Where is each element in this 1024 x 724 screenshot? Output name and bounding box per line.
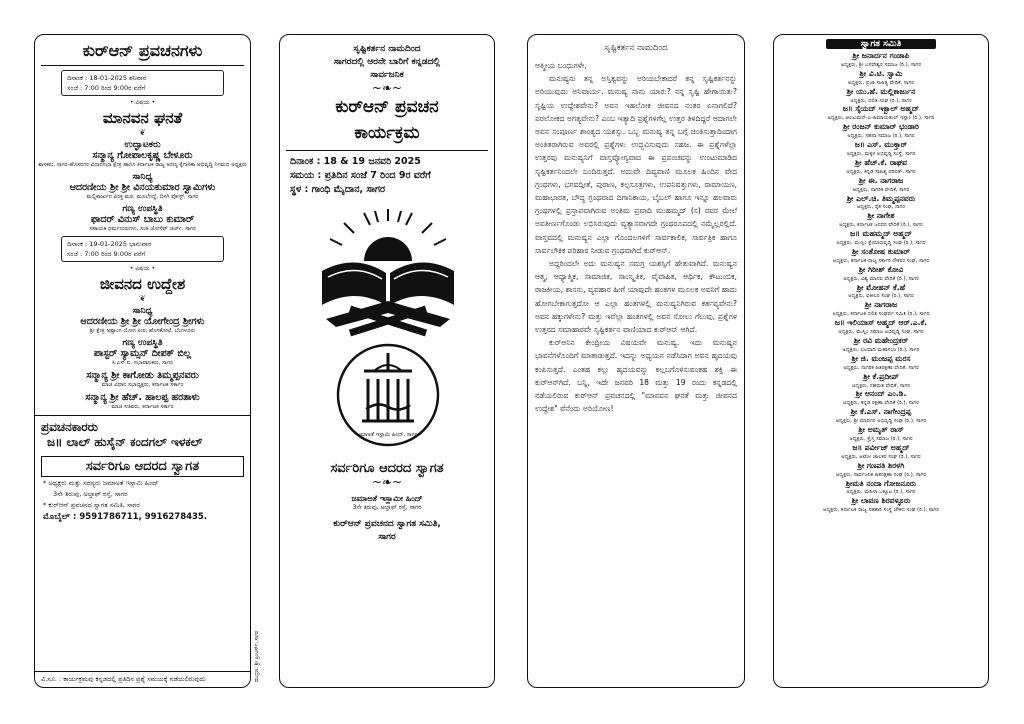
main-title: ಕುರ್‌ಆನ್ ಪ್ರವಚನ xyxy=(335,97,439,117)
member-role: ಅಧ್ಯಕ್ಷರು, ಕರ್ನಾಟಕ ದಲಿತ ಸಂಘರ್ಷ ಸಮಿತಿ (ರಿ.), ಸಾಗರ xyxy=(832,311,930,318)
member-role: ಅಧ್ಯಕ್ಷರು, ಕರ್ನಾಟಕ ರಾಜ್ಯ ಸಹಕಾರಿ ಸಂಸ್ಥೆ ಚೌಕದ ಸಂಘ (ರಿ.), ಸಾಗರ xyxy=(823,507,939,514)
member-role: ಅಧ್ಯಕ್ಷರು, ಮಹಿಳಾ ಒಕ್ಕೂಟ (ರಿ.), ಸಾಗರ xyxy=(846,489,916,496)
day1-topic: ಮಾನವನ ಘನತೆ xyxy=(102,109,183,127)
member-role: ಅಧ್ಯಕ್ಷರು, ಪ್ರಜಾ ಸಾಹಿತ್ಯ ವೇದಿಕೆ, ಸಾಗರ xyxy=(847,79,915,86)
flourish-ornament: ❦ xyxy=(139,128,146,137)
host-note: * ಅಧ್ಯಕ್ಷರು ಮತ್ತು ಸದಸ್ಯರು ಜಮಾಅತೆ ಇಸ್ಲಾಮಿ ಹಿಂದ್ xyxy=(43,479,159,487)
day2-designation: ಸಿ.ಎಸ್.ಐ. ಸಭಾಪಾಲಕರು, ಸಾಗರ xyxy=(112,360,173,366)
day1-date: ದಿನಾಂಕ : 18-01-2025 ಶನಿವಾರ xyxy=(67,74,147,82)
member-name: ಜ॥ ಸೈಯದ್ ಇಕ್ಬಾಲ್ ಅಹ್ಮದ್ xyxy=(842,104,920,114)
main-title-2: ಕಾರ್ಯಕ್ರಮ xyxy=(354,123,420,143)
subtitle-line: ಸಾಗರದಲ್ಲಿ ಆರನೇ ಬಾರಿಗೆ ಕನ್ನಡದಲ್ಲಿ xyxy=(333,57,441,67)
list-item xyxy=(774,70,988,88)
day1-role: ಗಣ್ಯ ಉಪಸ್ಥಿತಿ xyxy=(122,204,163,214)
member-role: ಅಧ್ಯಕ್ಷರು, ನಾಗರಿಕ ಹಿತರಕ್ಷಣಾ ವೇದಿಕೆ, ಸಾಗರ xyxy=(843,364,919,371)
day2-person: ಸನ್ಮಾನ್ಯ ಶ್ರೀ ಹೆಚ್. ಹಾಲಪ್ಪ ಹರತಾಳು xyxy=(85,392,200,403)
member-name: ಶ್ರೀಮತಿ ನಂದಾ ಗೋಜನೂರು xyxy=(845,478,917,488)
list-item xyxy=(774,462,988,480)
day1-topic-tag: • ವಿಷಯ • xyxy=(129,99,156,106)
list-item xyxy=(774,337,988,355)
member-name: ಶ್ರೀ ಗಣಪತಿ ಶಿರಳಗಿ xyxy=(857,460,905,470)
divider-ornament: ~❧~ xyxy=(371,475,403,489)
member-name: ಜ॥ ಮಹಮ್ಮದ್ ಅಹ್ಮದ್ xyxy=(850,229,912,239)
member-role: ಅಧ್ಯಕ್ಷರು, ಕರ್ನಾಟಕ ಜನಪರ ವೇದಿಕೆ (ರಿ.), ಸಾಗರ xyxy=(839,222,923,229)
member-name: ಶ್ರೀ ಈ. ನಾಗರಾಜ xyxy=(858,175,904,185)
day2-role: ಸಾನಿಧ್ಯ xyxy=(132,306,153,316)
list-item xyxy=(774,497,988,515)
contact-phone: ಮೊಬೈಲ್ : 9591786711, 9916278435. xyxy=(43,512,208,522)
logo-caption: ಜಮಾಅತೆ ಇಸ್ಲಾಮಿ ಹಿಂದ್, ಸಾಗರ xyxy=(356,432,418,438)
list-item xyxy=(774,373,988,391)
cover-panel xyxy=(279,34,495,688)
quran-book-icon xyxy=(280,201,495,341)
member-name: ಶ್ರೀ ಜನಾರ್ದನ ಗಂಡಾಪಿ xyxy=(852,51,910,60)
day2-person: ಪಾಸ್ಟರ್ ಸ್ಯಾಮ್ಸನ್ ದೀಪಕ್ ಬಿಲ್ಲ xyxy=(93,348,192,359)
day1-person: ಆದರಣೀಯ ಶ್ರೀ ಶ್ರೀ ವಿನಯಕುಮಾರ ಸ್ವಾಮಿಗಳು xyxy=(69,182,216,193)
message-panel xyxy=(527,34,745,688)
member-name: ಜ॥ ಎಸ್. ಮುಕ್ತಾರ್ xyxy=(854,140,908,150)
member-role: ಅಧ್ಯಕ್ಷರು, ಆಟೋ ಚಾಲಕರ ಸಂಘ (ರಿ.), ಸಾಗರ xyxy=(841,453,921,460)
member-name: ಶ್ರೀ ಲಾವಣ ಶಿರವಳ್ಳೂರು xyxy=(851,496,911,506)
member-role: ಅಧ್ಯಕ್ಷರು, ವಿಶ್ವ ಮಾನವ ವೇದಿಕೆ (ರಿ.), ಸಾಗರ xyxy=(843,275,919,282)
committee-panel xyxy=(773,34,989,688)
day2-datebox xyxy=(61,236,224,262)
member-role: ಅಧ್ಯಕ್ಷರು, ದಲಿತ ಸಂಘ (ರಿ.), ಸಾಗರ xyxy=(850,97,912,104)
member-name: ಶ್ರೀ ರವಿ ಮಹೇಂದ್ರಕರ್ xyxy=(853,336,909,345)
member-role: ಅಧ್ಯಕ್ಷರು, ಕರ್ನಾಟಕ ರಾಜ್ಯ ಸರ್ಕಾರಿ ನೌಕರರ ಸಂಘ, ಸಾಗರ xyxy=(832,257,930,264)
member-role: ಅಧ್ಯಕ್ಷರು, ವಕೀಲರ ಸಂಘ (ರಿ.), ಸಾಗರ xyxy=(848,293,914,300)
organization-name: ಜಮಾಅತೆ ಇಸ್ಲಾಮೀ ಹಿಂದ್ xyxy=(351,494,423,503)
committee-member-list xyxy=(774,52,988,515)
message-paragraph: ಅದ್ದರಿಂದಲೇ ಅದು ಮನುಷ್ಯನ ಸಮಗ್ರ ಯಶಸ್ಸಿಗೆ ಹೇತುವಾಗಿದೆ. ಮನುಷ್ಯನ ಆತ್ಮ, ಆಧ್ಯಾತ್ಮಿಕ, ಸಾಮಾಜಿಕ, ಸಾಂಸ್ಕೃತಿಕ, ವೈವಾಹಿಕ, ಆರ್ಥಿಕ, ಕೌಟುಂಬಿಕ, ರಾಜಕೀಯ, ಶಾಸನು, ವ್ಯವಹಾರ ಹೀಗೆ ಯಾವುದೇ ಹಂತಗಳ ಮೂಲಕ ಅವನಿಗೆ ಹಾದು ಹೋಗಬೇಕಾಗುತ್ತದೋ ಆ ಎಲ್ಲಾ ಹಂತಗಳಲ್ಲಿ ಮನುಷ್ಯನಿಗಿರುವ ಕರ್ತವ್ಯವೇನು? ಅವನ ಹಕ್ಕುಗಳೇನು? ಮತ್ತು ಇವೆಲ್ಲಾ ಹಂತಗಳಲ್ಲಿ ಅವನ ಸೋಲು ಗೆಲುವು, ಪ್ರಶ್ನೆಗಳ ಉತ್ತರದ ಸಮಾಹಾರವೇ ಸೃಷ್ಟಿಕರ್ತನ ವಾಣಿಯಾದ ಕುರ್‌ಆನ್ ಆಗಿದೆ. xyxy=(535,259,737,335)
day2-time: ಸಂಜೆ : 7:00 ರಿಂದ 9:00ರ ವರೆಗೆ xyxy=(67,250,146,258)
day2-person: ಸನ್ಮಾನ್ಯ ಶ್ರೀ ಕಾಗೋಡು ತಿಮ್ಮಪ್ಪನವರು xyxy=(86,370,199,381)
day1-designation: ಮಲ್ಲಿಕಾರ್ಜುನ ವಿರಕ್ತ ಮಠ, ಮೂಲೆಗದ್ದೆ, ಬಿಳಗಿ ಪೋಸ್ಟ್, ಸಾಗರ xyxy=(86,194,199,200)
list-item xyxy=(774,480,988,498)
list-item xyxy=(774,52,988,70)
list-item xyxy=(774,284,988,302)
day2-designation: ಮಾಜಿ ವಿಧಾನ ಸಭಾಧ್ಯಕ್ಷರು, ಕರ್ನಾಟಕ ಸರ್ಕಾರ xyxy=(101,382,184,388)
list-item xyxy=(774,248,988,266)
day2-date: ದಿನಾಂಕ : 19-01-2025 ಭಾನುವಾರ xyxy=(67,240,152,248)
list-item xyxy=(774,88,988,106)
day1-time: ಸಂಜೆ : 7:00 ರಿಂದ 9:00ರ ವರೆಗೆ xyxy=(67,84,146,92)
member-role: ಅಧ್ಯಕ್ಷರು, ಸಾರ್ವಜನಿಕ ಹಿತರಕ್ಷಣಾ ಸಂಘ (ರಿ.), ಸಾಗರ xyxy=(835,471,927,478)
list-item xyxy=(774,195,988,213)
list-item xyxy=(774,390,988,408)
day1-person: ಸನ್ಮಾನ್ಯ ಗೋಪಾಲಕೃಷ್ಣ ಬೇಳೂರು xyxy=(92,150,193,161)
day1-designation: ಸಹಾಯಕ ಧರ್ಮಗುರುಗಳು, ಸಂತ ಜೋಸೆಫ್ ಚರ್ಚ್, ಸಾಗರ xyxy=(89,226,196,232)
member-role: ಅಧ್ಯಕ್ಷರು, ಶ್ರೀ ಬಸವೇಶ್ವರ ಸಮಾಜ (ರಿ.), ಸಾಗರ xyxy=(840,61,922,68)
speaker-section xyxy=(35,415,250,450)
day1-role: ಉದ್ಘಾಟಕರು xyxy=(124,140,161,150)
panel1-title: ಕುರ್‌ಆನ್ ಪ್ರವಚನಗಳು xyxy=(41,41,244,66)
member-name: ಶ್ರೀ ಆನಂದ್ ಎಂ.ಡಿ. xyxy=(855,389,907,399)
member-name: ಜ॥ ಇಲಿಯಾಸ್ ಅಹ್ಮದ್ ಆರ್.ಎ.ಕೆ. xyxy=(834,318,928,328)
list-item xyxy=(774,319,988,337)
event-date: ದಿನಾಂಕ : 18 & 19 ಜನವರಿ 2025 xyxy=(290,156,421,167)
member-name: ಶ್ರೀ ಜಿ. ಮಂಜಪ್ಪ ಮರಸ xyxy=(851,353,911,363)
list-item xyxy=(774,408,988,426)
member-role: ಅಧ್ಯಕ್ಷರು, ಆಂಜುಮನ್-ಎ-ಹಿಮಾಯತುಲ್ ಇಸ್ಲಾಂ (ರಿ.), ಸಾಗರ xyxy=(827,115,935,122)
member-name: ಶ್ರೀ ಎಲ್.ಚಿ. ತಿಮ್ಮಪ್ಪನವರು xyxy=(846,193,916,203)
message-body xyxy=(528,59,744,415)
public-line: ಸಾರ್ವಜನಿಕ xyxy=(370,70,404,80)
member-role: ಅಧ್ಯಕ್ಷರು, ಕನ್ನಡ ಸಾಹಿತ್ಯ ಪರಿಷತ್, ಸಾಗರ xyxy=(846,168,916,175)
day2-designation: ಶ್ರೀ ಕ್ಷೇತ್ರ ಅಷ್ಟಾಂಗ ಯೋಗ ಪೀಠ, ಹೊಸಕೋಟೆ, ಬೆಂಗಳೂರು xyxy=(89,328,196,334)
flourish-ornament: ❦ xyxy=(139,294,146,303)
member-role: ಅಧ್ಯಕ್ಷರು, ಸಹನಾ ಸಮಾಜ (ರಿ.), ಸಾಗರ xyxy=(847,133,915,140)
event-time: ಸಮಯ : ಪ್ರತಿದಿನ ಸಂಜೆ 7 ರಿಂದ 9ರ ವರೆಗೆ xyxy=(290,170,431,181)
member-name: ಶ್ರೀ ಕೆ.ಪ್ರದೀಪ್ xyxy=(863,371,899,381)
list-item xyxy=(774,159,988,177)
member-role: ಅಧ್ಯಕ್ಷರು, ಮಕ್ಕಳ ಅಭಿವೃದ್ಧಿ ಸಂಸ್ಥೆ, ಸಾಗರ xyxy=(846,150,916,157)
member-name: ಶ್ರೀ ಹೆಚ್.ಕೆ. ರಾಘವ xyxy=(855,157,907,167)
member-role: ಅಧ್ಯಕ್ಷರು, ರೈತ ಸಂಘ, ಸಾಗರ xyxy=(856,204,906,211)
day2-role: ಗಣ್ಯ ಉಪಸ್ಥಿತಿ xyxy=(122,338,163,348)
program-schedule-panel xyxy=(34,34,251,688)
committee-heading: ಸ್ವಾಗತ ಸಮಿತಿ xyxy=(826,39,936,49)
day1-person: ಫಾದರ್ ವಿನುಸ್ ಬಾಬು ಕುಮಾರ್ xyxy=(90,214,195,225)
member-role: ಅಧ್ಯಕ್ಷರು, ನಾಗರಿಕ ವೇದಿಕೆ, ಸಾಗರ xyxy=(852,186,910,193)
welcome-banner: ಸರ್ವರಿಗೂ ಆದರದ ಸ್ವಾಗತ xyxy=(330,461,444,476)
day1-datebox xyxy=(61,70,224,96)
list-item xyxy=(774,444,988,462)
speaker-name: ಜ॥ ಲಾಲ್ ಹುಸೈನ್ ಕಂದಗಲ್ ಇಳಕಲ್ xyxy=(47,435,203,449)
list-item xyxy=(774,105,988,123)
message-paragraph: ಆತ್ಮೀಯ ಬಂಧುಗಳೇ, xyxy=(535,61,587,70)
member-name: ಶ್ರೀ ರಂಜನ್ ಕುಮಾರ್ ಭಂಡಾರಿ xyxy=(842,122,920,132)
member-role: ಅಧ್ಯಕ್ಷರು, ಮುಸ್ಲಿಂ ಕ್ಷೇಮಾಭಿವೃದ್ಧಿ ಸಂಘ (ರಿ.), ಸಾಗರ xyxy=(836,240,926,247)
footer-note: ವಿ.ಸೂ. : ಕಾರ್ಯಕ್ರಮವು ಕನ್ನಡದಲ್ಲಿ ಪ್ರತಿದಿನ ಪ್ರಶ್ನೆ ಸಮಯಕ್ಕೆ ನಡೆಯಲಿರುವುದು xyxy=(35,671,250,687)
list-item xyxy=(774,426,988,444)
divider xyxy=(286,150,488,151)
member-role: ಅಧ್ಯಕ್ಷರು, ಶ್ರೀ ಮಾದಿಗರ ಅಭಿವೃದ್ಧಿ ಸಂಘ (ರಿ.), ಸಾಗರ xyxy=(835,418,927,425)
event-venue: ಸ್ಥಳ : ಗಾಂಧಿ ಮೈದಾನ, ಸಾಗರ xyxy=(290,184,385,195)
member-name: ಜ॥ ಪರ್ವೀಜ್ ಅಹ್ಮದ್ xyxy=(852,442,910,452)
day1-designation: ಶಾಸಕರು, ಸಾಗರ-ಹೊಸನಗರ ವಿಧಾನಸಭಾ ಕ್ಷೇತ್ರ ಹಾಗೂ ಕರ್ನಾಟಕ ರಾಜ್ಯ ಅರಣ್ಯ ಕೈಗಾರಿಕಾ ಅಭಿವೃದ್ಧಿ ನಿಗಮದ ಅಧ್ಯಕ್ಷರು xyxy=(38,162,247,168)
member-name: ಶ್ರೀ ಅಮೃತ್ ರಾಸ್ xyxy=(858,425,904,435)
member-role: ಅಧ್ಯಕ್ಷರು, ಮುಸ್ಲಿಂ ಸಮಾಜ ಅಭಿವೃದ್ಧಿ ಸಂಘ, ಸಾಗರ xyxy=(838,329,924,336)
list-item xyxy=(774,301,988,319)
list-item xyxy=(774,212,988,230)
member-role: ಅಧ್ಯಕ್ಷರು, ಕ್ರೈಸ್ತ ಸಮಾಜ (ರಿ.), ಸಾಗರ xyxy=(849,435,913,442)
member-role: ಅಧ್ಯಕ್ಷರು, ಛಲವಾದಿ ಮಹಾಸಭಾ (ರಿ.), ಸಾಗರ xyxy=(842,346,920,353)
list-item xyxy=(774,177,988,195)
host-address: 3ನೇ ತಿರುವು, ಅಲ್ತಾಫ್ ರಸ್ತೆ, ಸಾಗರ xyxy=(53,490,128,498)
list-item xyxy=(774,355,988,373)
day2-designation: ಮಾಜಿ ಸಚಿವರು, ಕರ್ನಾಟಕ ಸರ್ಕಾರ xyxy=(111,404,174,410)
member-name: ಶ್ರೀ ಮೋಹನ್ ಕೆ.ಹೆ xyxy=(856,282,906,292)
day2-topic: ಜೀವನದ ಉದ್ದೇಶ xyxy=(99,275,186,293)
reception-committee: ಕುರ್‌ಆನ್ ಪ್ರವಚನದ ಸ್ವಾಗತ ಸಮಿತಿ, xyxy=(333,519,441,529)
member-role: ಅಧ್ಯಕ್ಷರು, ಸಹಮತ ವೇದಿಕೆ, ಸಾಗರ xyxy=(851,382,911,389)
day2-person: ಆದರಣೀಯ ಶ್ರೀ ಶ್ರೀ ಯೋಗೇಂದ್ರ ಶ್ರೀಗಳು xyxy=(80,316,205,327)
message-paragraph: ಮನುಷ್ಯನು ತನ್ನ ಅಸ್ತಿತ್ವವನ್ನು ಅರಿಯಬೇಕಾದರೆ ತನ್ನ ಸೃಷ್ಟಿಕರ್ತನನ್ನು ಅರಿಯುವುದು ಅನಿವಾರ್ಯ. ಮನುಷ್ಯ ನಾನು ಯಾರು? ನನ್ನ ಸೃಷ್ಟಿ ಹೇಗಾಯಿತು? ಸೃಷ್ಟಿಯ ಉದ್ದೇಶವೇನು? ಅವನ ಇಹಲೋಕ ಜೀವನದ ನಂತರ ಏನಾಗಲಿದೆ? ಪರಲೋಕದ ಅಗತ್ಯವೇನು? ಎಂಬ ಇತ್ಯಾದಿ ಪ್ರಶ್ನೆಗಳಿಗೆಲ್ಲ ಉತ್ತರ ತಿಳಿದಿದ್ದರೆ ಆದಾಗಲೇ ಅವನ ಸಂಪೂರ್ಣ ಶಾಂತ್ಯದ ಯಶಸ್ಸು. ಒಬ್ಬ ಮನುಷ್ಯ ತನ್ನ ಬಗ್ಗೆ ಚಿಂತಿಸುತ್ತಾದಿಂದಾಗ ಅಂತಿತರಾಗಿರುವ ಅವರಲ್ಲಿ ಪ್ರಶ್ನೆಗಳು ಉದ್ಭವಿಸುವುದು ಸಹಜ. ಈ ಪ್ರಶ್ನೆಗಳೆಲ್ಲಾ ಉತ್ತರವು ಮನುಷ್ಯನಿಗೆ ವಾಸ್ತವ್ಯೋಗ್ಯವಾದ ಈ ಪ್ರಪಂಚವನ್ನು ಉಂಟುಮಾಡಿದ ಸೃಷ್ಟಿಕರ್ತನಿಂದಲೇ ಬಂದಿರುತ್ತದೆ. ಅದುವೇ ದಿವ್ಯವಾಣಿ ಮೂಲಕ ಹಿಂದಿನ ವೇದ ಗ್ರಂಥಗಳು, ಭಗವದ್ಗೀತೆ, ಪುರಾಣ, ಕಲ್ಪಸೂತ್ರಗಳು, ಉಪನಿಷತ್ತುಗಳು, ರಾಮಾಯಣ, ಮಹಾಭಾರತ, ಬೌದ್ಧ ಗ್ರಂಥವಾದ ದಿಗಾನಿಕಾಯ, ಬೈಬಲ್ ಹಾಗೂ ಇನ್ನೂ ಹಲವಾರು ಗ್ರಂಥಗಳಲ್ಲಿ ಪ್ರಸ್ತಾಪವಾಗಿರುವ ಅಂತಿಮ ಪ್ರವಾದಿ ಮುಹಮ್ಮದ್ (ಸ) ರವರ ಮೇಲೆ ಅವತೀರ್ಣಗೊಂಡು ಲಭಿಸಿರುವುದು ವ್ಯತ್ಯಾಸವಾಗದೇ ಗ್ರಂಥರೂಪದಲ್ಲಿ ನಮ್ಮೆಲ್ಲರಲ್ಲಿದೆ. ವಾಸ್ತವದಲ್ಲಿ ಮನುಷ್ಯನ ಎಲ್ಲಾ ಗೊಂದಲಗಳಿಗೆ ಸಾರ್ವಕಾಲಿಕ, ಸಾರ್ವತ್ರಿಕ ಹಾಗೂ ಸಾರ್ವಲೌಕಿಕ ಪರಿಹಾರ ನೀಡುವ ಗ್ರಂಥವಾಗಿದೆ ಕುರ್‌ಆನ್. xyxy=(535,74,737,255)
member-name: ಶ್ರೀ ಗಿರೀಶ್ ಕೋವಿ xyxy=(858,264,904,274)
printer-credit: ಮುದ್ರಣ: ಶ್ರೀ ಪ್ರಿಂಟರ್ಸ್, ಸಾಗರ xyxy=(254,630,260,682)
member-name: ಶ್ರೀ ನಾಗೇಶ xyxy=(867,211,895,221)
message-paragraph: ಕುರ್‌ಆನಿನ ಕೇಂದ್ರೀಯ ವಿಷಯವೇ ಮನುಷ್ಯ. ಇದು ಮನುಷ್ಯನ ಭಾವನೆಗಳೊಂದಿಗೆ ಮಾತಾಡುತ್ತದೆ. ಇದನ್ನು ಅಧ್ಯಯನ ನಡೆಸಿದಾಗ ಅವನ ಹೃದಯವು ಕಂಪಿಸುತ್ತದೆ. ಎಂತಹ ಕಲ್ಲು ಹೃದಯವನ್ನು ಕಲ್ಲಬಗೊಳಿಸುವಂತಹ ಶಕ್ತಿ ಈ ಕುರ್‌ಆನ್‌ಗಿದೆ. ಬನ್ನಿ, ಇದೇ ಜನವರಿ 18 ಮತ್ತು 19 ರಂದು ಕನ್ನಡದಲ್ಲಿ ನಡೆಯಲಿರುವ ಕುರ್‌ಆನ್ ಪ್ರವಚನದಲ್ಲಿ "ಮಾನವನ ಘನತೆ ಮತ್ತು ಜೀವನದ ಉದ್ದೇಶ" ವೆನೆಂದು ಅರಿಯೋಣ! xyxy=(535,338,737,414)
message-heading: ಸೃಷ್ಟಿಕರ್ತನ ನಾಮದಿಂದ xyxy=(604,43,668,53)
member-name: ಶ್ರೀ ವಿ.ಟಿ. ಸ್ವಾಮಿ xyxy=(859,68,903,78)
reception-committee-city: ಸಾಗರ xyxy=(378,532,396,542)
welcome-banner: ಸರ್ವರಿಗೂ ಆದರದ ಸ್ವಾಗತ xyxy=(41,456,244,477)
organization-address: 3ನೇ ತಿರುವು, ಅಲ್ತಾಫ್ ರಸ್ತೆ, ಸಾಗರ xyxy=(352,504,422,511)
list-item xyxy=(774,141,988,159)
speaker-label: ಪ್ರವಚನಕಾರರು xyxy=(41,420,98,434)
member-name: ಶ್ರೀ ಕೆ.ಎಸ್. ನಾಗೇಂದ್ರಪ್ಪ xyxy=(850,407,912,417)
day2-topic-tag: • ವಿಷಯ • xyxy=(129,265,156,272)
list-item xyxy=(774,123,988,141)
invocation-line: ಸೃಷ್ಟಿಕರ್ತನ ನಾಮದಿಂದ xyxy=(353,44,421,54)
member-role: ಅಧ್ಯಕ್ಷರು, ಕನ್ನಡ ರಕ್ಷಣಾ ವೇದಿಕೆ (ರಿ.), ಸಾಗರ xyxy=(843,400,919,407)
divider-ornament: ~❧~ xyxy=(371,81,403,95)
member-name: ಶ್ರೀ ಯು.ಹೆ. ಮಲ್ಲಿಕಾರ್ಜುನ xyxy=(846,86,916,96)
member-name: ಶ್ರೀ ಸಂತೋಷ ಕುಮಾರ್ xyxy=(851,246,911,256)
list-item xyxy=(774,266,988,284)
member-name: ಶ್ರೀ ನಾಗರಾಜ xyxy=(864,300,898,310)
host-note: * ಕುರ್‌ಆನ್ ಪ್ರವಚನದ ಸ್ವಾಗತ ಸಮಿತಿ, ಸಾಗರ xyxy=(43,501,140,509)
list-item xyxy=(774,230,988,248)
day1-role: ಸಾನಿಧ್ಯ xyxy=(132,172,153,182)
